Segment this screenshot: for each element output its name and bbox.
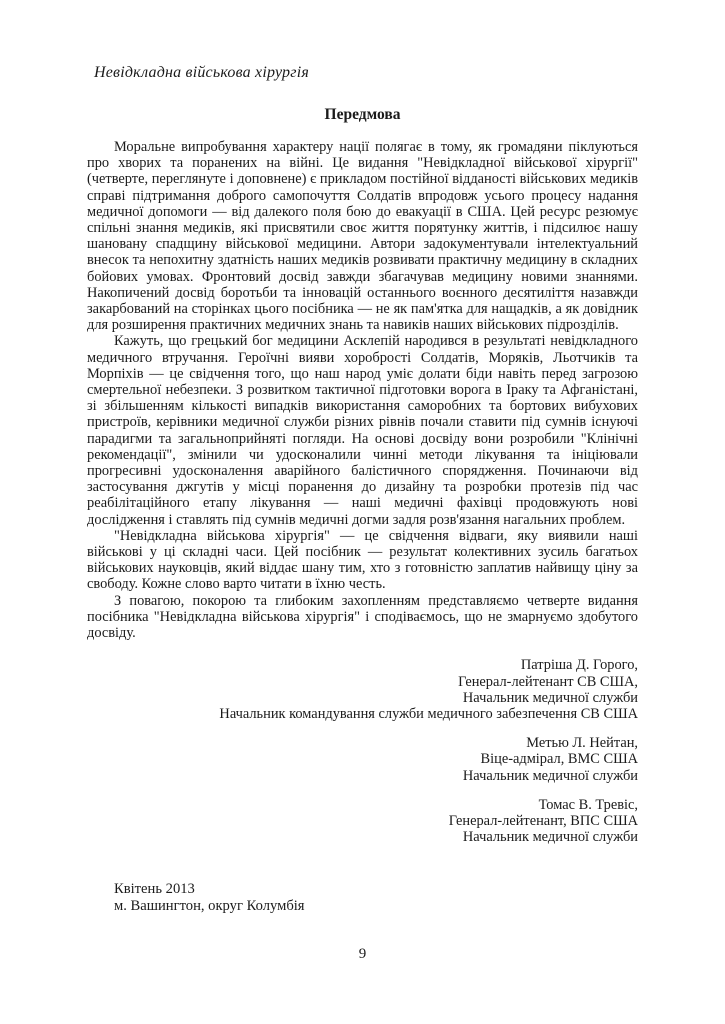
signature-rank: Генерал-лейтенант, ВПС США xyxy=(448,812,638,829)
preface-paragraph-2: Кажуть, що грецький бог медицини Асклепій народився в результаті невідкладного медичного втручання. Героїчні вияви хоробрості Солдатів, Моряків, Льотчиків та Морпіхів — це свідчення того, що наш народ уміє долати біди навіть перед загрозою смертельної небезпеки. З розвитком тактичної підготовки ворога в Іраку та Афганістані, зі збільшенням кількості випадків використання саморобних та бортових вибухових пристроїв, керівники медичної служби різних рівнів почали ставити під сумнів існуючі парадигми та загальноприйняті погляди. На основі досвіду вони розробили "Клінічні рекомендації", змінили чи удосконалили чинні методи лікування та ініціювали прогресивні удосконалення аварійного балістичного спорядження. Починаючи від застосування джгутів у місці поранення до дизайну та розробки протезів під час реабілітаційного етапу лікування — наші медичні фахівці продовжують нові дослідження і ставлять під сумнів медичні догми задля розв'язання нагальних проблем. xyxy=(87,333,638,528)
running-head: Невідкладна військова хірургія xyxy=(94,64,309,81)
preface-body xyxy=(87,139,638,641)
signature-title: Начальник медичної служби xyxy=(462,767,638,784)
colophon-place: м. Вашингтон, округ Колумбія xyxy=(114,898,305,914)
signatures xyxy=(87,657,638,845)
signature-name: Патріша Д. Горого, xyxy=(520,657,638,674)
signature-name: Томас В. Тревіс, xyxy=(538,796,638,813)
signature-rank: Генерал-лейтенант СВ США, xyxy=(458,673,638,690)
signature-block-3 xyxy=(87,797,638,846)
signature-block-2 xyxy=(87,735,638,784)
signature-name: Метью Л. Нейтан, xyxy=(526,735,638,752)
signature-rank: Віце-адмірал, ВМС США xyxy=(480,751,638,768)
signature-title: Начальник медичної служби xyxy=(462,689,638,706)
section-heading: Передмова xyxy=(324,106,401,123)
colophon xyxy=(114,881,305,915)
page-content xyxy=(87,106,638,845)
signature-title-2: Начальник командування служби медичного забезпечення СВ США xyxy=(219,705,638,722)
page-number: 9 xyxy=(358,946,367,962)
signature-title: Начальник медичної служби xyxy=(462,829,638,846)
signature-block-1 xyxy=(87,657,638,722)
preface-paragraph-3: "Невідкладна військова хірургія" — це свідчення відваги, яку виявили наші військові у ці складні часи. Цей посібник — результат колективних зусиль багатьох військових науковців, який віддає шану тим, хто з готовністю заплатив найвищу ціну за свободу. Кожне слово варто читати в їхню честь. xyxy=(87,527,638,593)
preface-paragraph-4: З повагою, покорою та глибоким захопленням представляємо четверте видання посібника "Невідкладна військова хірургія" і сподіваємось, що не змарнуємо здобутого досвіду. xyxy=(87,592,638,642)
preface-paragraph-1: Моральне випробування характеру нації полягає в тому, як громадяни піклуються про хворих та поранених на війні. Це видання "Невідкладної військової хірургії" (четверте, переглянуте і доповнене) є прикладом постійної відданості військових медиків справі підтримання доброго самопочуття Солдатів впродовж усього процесу надання медичної допомоги — від далекого поля бою до евакуації в США. Цей ресурс резюмує спільні знання медиків, які присвятили своє життя порятунку життів, і підсилює нашу шановану спадщину військової медицини. Автори задокументували інтелектуальний внесок та непохитну здатність наших медиків розвивати практичну медицину в складних бойових умовах. Фронтовий досвід завжди збагачував медицину новими знаннями. Накопичений досвід боротьби та інновацій останнього воєнного десятиліття назавжди закарбований на сторінках цього посібника — не як пам'ятка для нащадків, а як довідник для розширення практичних медичних знань та навиків наших військових підрозділів. xyxy=(87,139,638,334)
colophon-date: Квітень 2013 xyxy=(114,881,195,897)
